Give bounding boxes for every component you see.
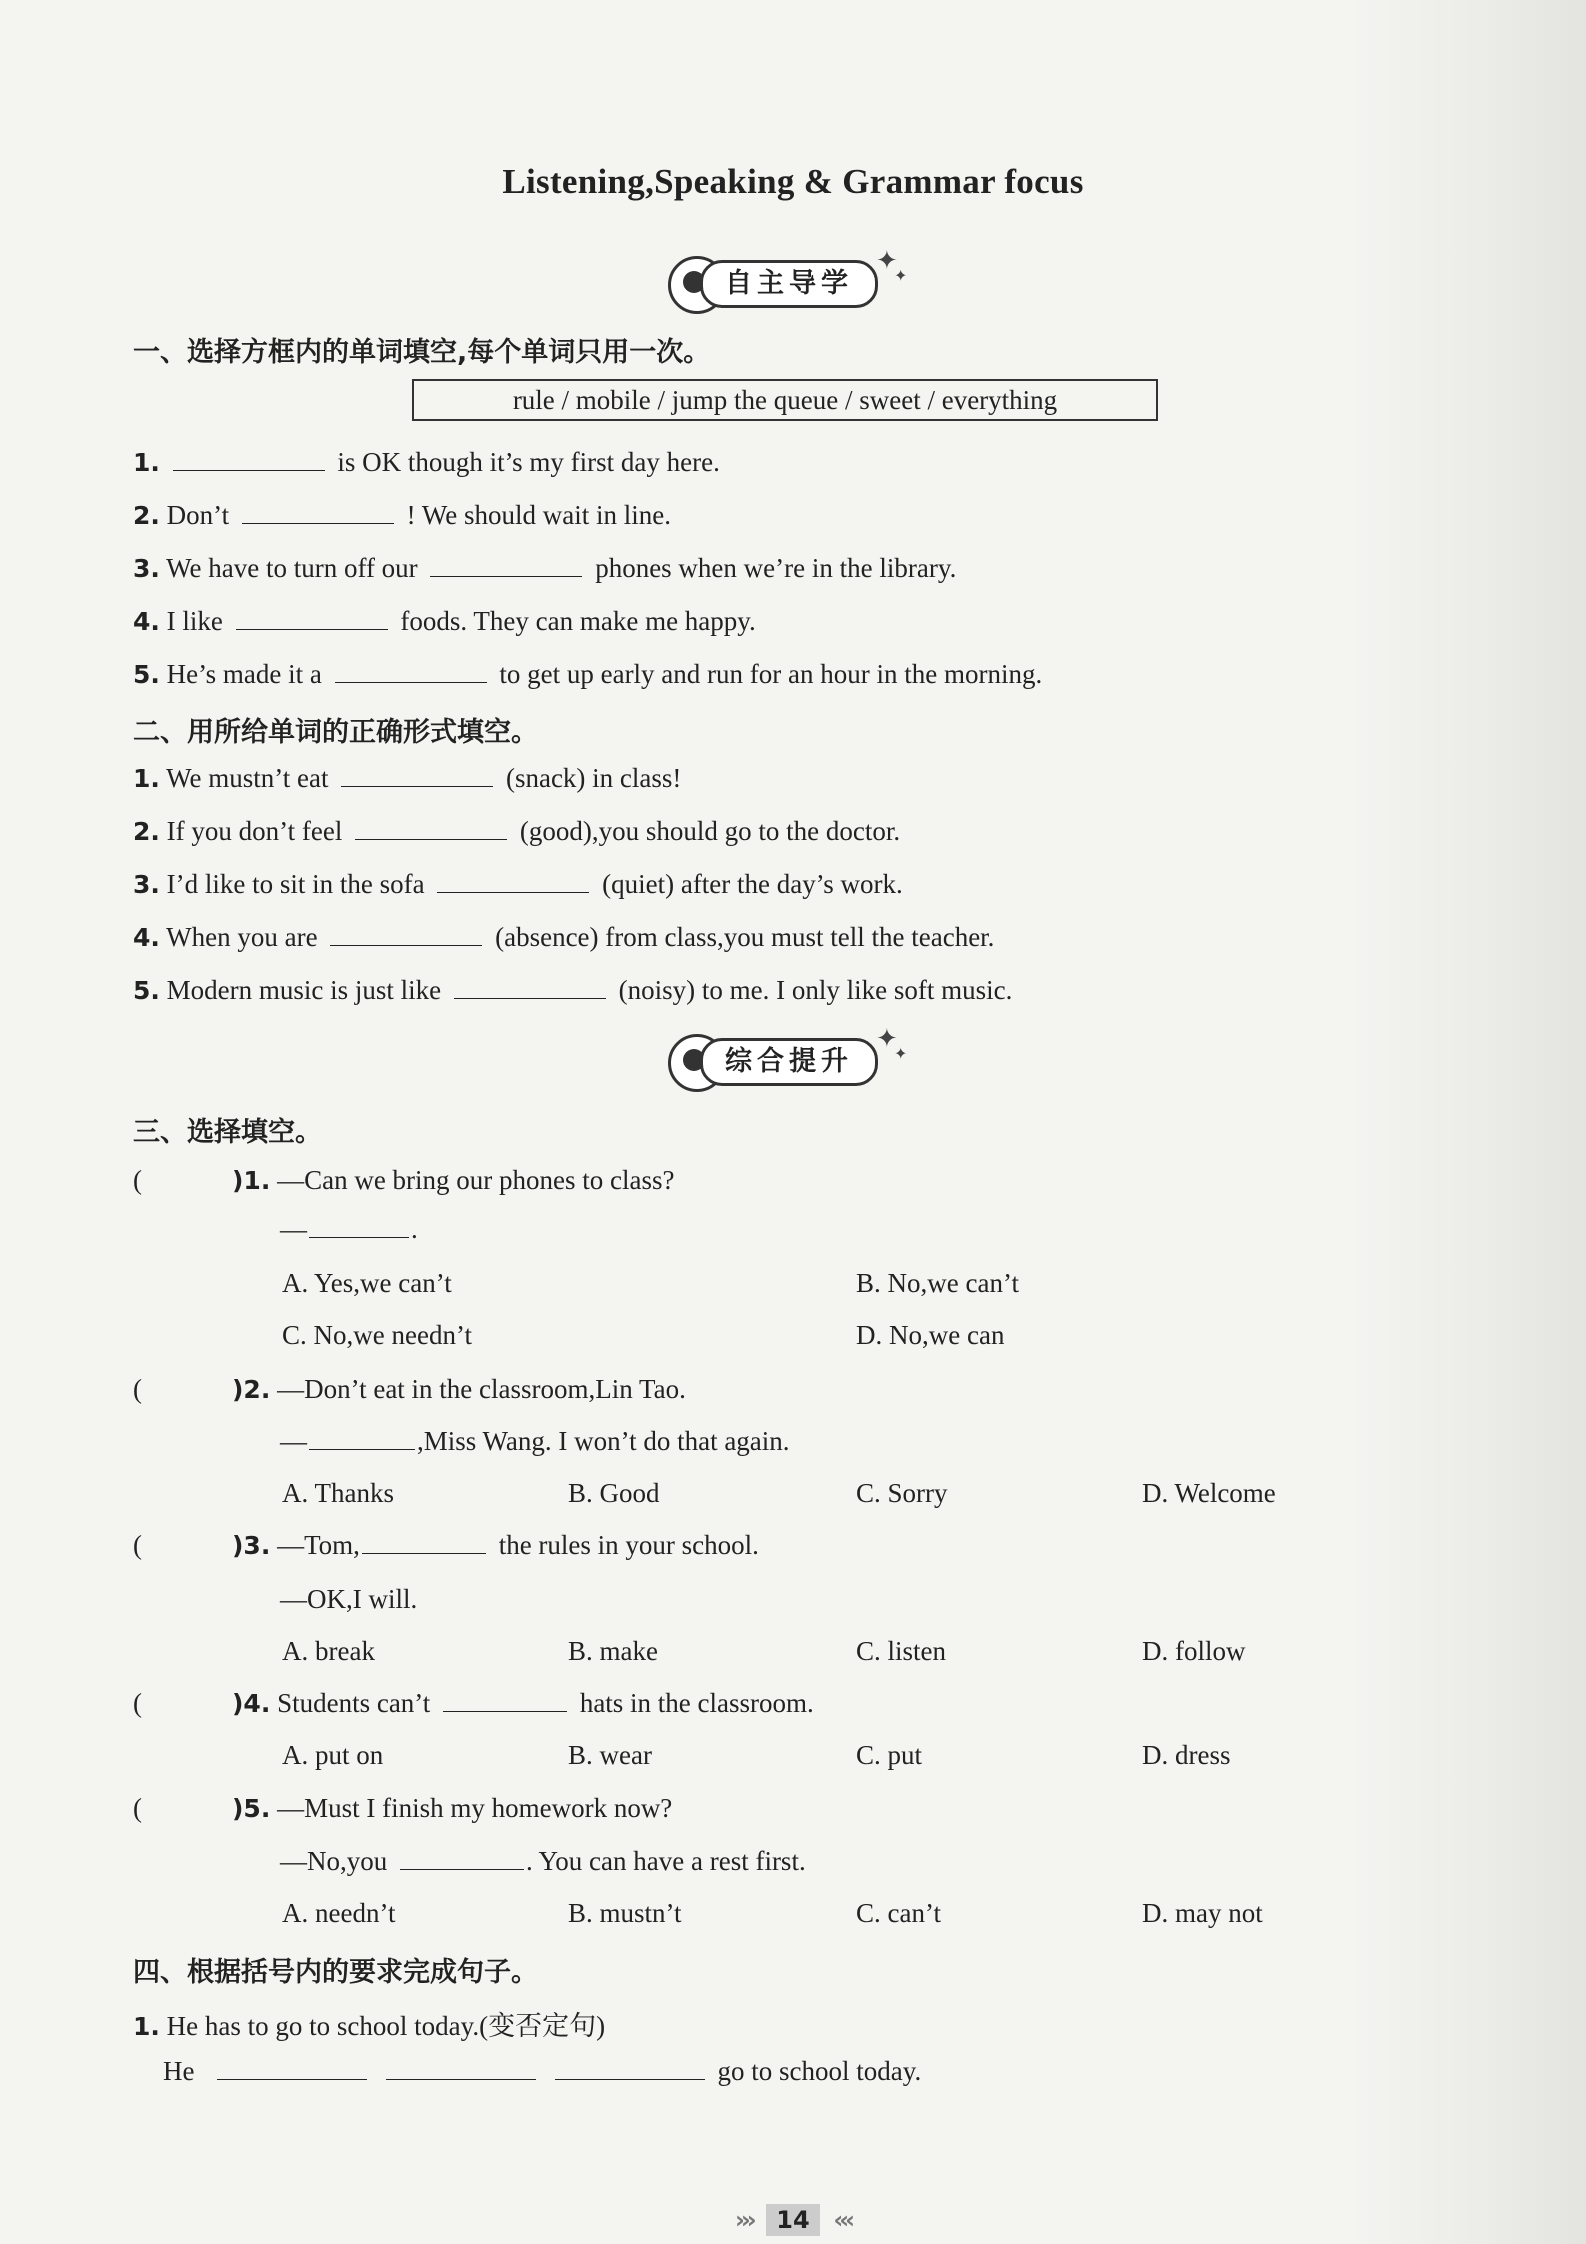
answer-blank[interactable]	[217, 2078, 367, 2080]
answer-paren[interactable]: (	[133, 1530, 142, 1560]
option-a[interactable]: A. needn’t	[282, 1898, 396, 1928]
double-chevron-left-icon: ‹‹‹	[833, 2206, 852, 2234]
section-heading-4: 四、根据括号内的要求完成句子。	[133, 1957, 538, 1988]
question-1-reply: — .	[280, 1214, 418, 1244]
option-c[interactable]: C. No,we needn’t	[282, 1320, 472, 1350]
section-heading-3: 三、选择填空。	[133, 1117, 322, 1148]
section-heading-1: 一、选择方框内的单词填空,每个单词只用一次。	[133, 337, 711, 368]
answer-blank[interactable]	[437, 891, 589, 893]
question-5-reply: —No,you . You can have a rest first.	[280, 1846, 806, 1876]
exercise-item: 2. If you don’t feel (good),you should go to the doctor.	[133, 816, 901, 846]
exercise-item: 5. He’s made it a to get up early and run for an hour in the morning.	[133, 659, 1043, 689]
star-icon: ✦	[894, 266, 908, 285]
option-a[interactable]: A. Thanks	[282, 1478, 394, 1508]
double-chevron-right-icon: ›››	[734, 2206, 753, 2234]
exercise-item: 3. I’d like to sit in the sofa (quiet) after the day’s work.	[133, 869, 903, 899]
exercise-item: 5. Modern music is just like (noisy) to me. I only like soft music.	[133, 975, 1013, 1005]
answer-blank[interactable]	[362, 1552, 486, 1554]
option-b[interactable]: B. Good	[568, 1478, 660, 1508]
question-1: )1. —Can we bring our phones to class?	[232, 1165, 675, 1195]
question-2-reply: — ,Miss Wang. I won’t do that again.	[280, 1426, 790, 1456]
answer-blank[interactable]	[555, 2078, 705, 2080]
option-d[interactable]: D. may not	[1142, 1898, 1263, 1928]
option-d[interactable]: D. dress	[1142, 1740, 1231, 1770]
page-number: 14	[766, 2204, 819, 2236]
answer-blank[interactable]	[430, 575, 582, 577]
option-a[interactable]: A. break	[282, 1636, 375, 1666]
rewrite-item: 1. He has to go to school today.(变否定句)	[133, 2011, 606, 2041]
show-through-shadow	[1346, 0, 1586, 2244]
answer-blank[interactable]	[454, 997, 606, 999]
badge-label: 综合提升	[725, 1046, 853, 1077]
option-b[interactable]: B. No,we can’t	[856, 1268, 1019, 1298]
answer-paren[interactable]: (	[133, 1688, 142, 1718]
answer-blank[interactable]	[242, 522, 394, 524]
section-heading-2: 二、用所给单词的正确形式填空。	[133, 717, 538, 748]
exercise-item: 2. Don’t ! We should wait in line.	[133, 500, 671, 530]
question-2: )2. —Don’t eat in the classroom,Lin Tao.	[232, 1374, 686, 1404]
exercise-item: 1. We mustn’t eat (snack) in class!	[133, 763, 682, 793]
answer-blank[interactable]	[330, 944, 482, 946]
star-icon: ✦	[876, 1024, 898, 1054]
answer-blank[interactable]	[309, 1448, 415, 1450]
option-a[interactable]: A. Yes,we can’t	[282, 1268, 452, 1298]
option-b[interactable]: B. mustn’t	[568, 1898, 682, 1928]
option-c[interactable]: C. Sorry	[856, 1478, 948, 1508]
exercise-item: 4. I like foods. They can make me happy.	[133, 606, 756, 636]
option-d[interactable]: D. No,we can	[856, 1320, 1005, 1350]
answer-blank[interactable]	[355, 838, 507, 840]
question-4: )4. Students can’t hats in the classroom.	[232, 1688, 814, 1718]
word-box: rule / mobile / jump the queue / sweet / everything	[412, 379, 1158, 421]
answer-blank[interactable]	[386, 2078, 536, 2080]
answer-paren[interactable]: (	[133, 1793, 142, 1823]
page-title: Listening,Speaking & Grammar focus	[502, 162, 1084, 201]
answer-blank[interactable]	[173, 469, 325, 471]
option-c[interactable]: C. put	[856, 1740, 923, 1770]
option-c[interactable]: C. can’t	[856, 1898, 941, 1928]
question-3-reply: —OK,I will.	[280, 1584, 418, 1614]
answer-blank[interactable]	[236, 628, 388, 630]
page-footer	[0, 2204, 1586, 2236]
badge-label: 自主导学	[725, 268, 853, 299]
option-d[interactable]: D. Welcome	[1142, 1478, 1276, 1508]
star-icon: ✦	[894, 1044, 908, 1063]
answer-blank[interactable]	[443, 1710, 567, 1712]
section-badge-comprehensive	[640, 1026, 910, 1088]
section-badge-self-study	[640, 248, 910, 310]
rewrite-answer-line: He go to school today.	[163, 2056, 922, 2086]
question-5: )5. —Must I finish my homework now?	[232, 1793, 673, 1823]
option-b[interactable]: B. make	[568, 1636, 658, 1666]
option-b[interactable]: B. wear	[568, 1740, 652, 1770]
answer-paren[interactable]: (	[133, 1374, 142, 1404]
answer-blank[interactable]	[335, 681, 487, 683]
star-icon: ✦	[876, 246, 898, 276]
answer-blank[interactable]	[309, 1236, 409, 1238]
answer-blank[interactable]	[400, 1868, 524, 1870]
answer-blank[interactable]	[341, 785, 493, 787]
exercise-item: 1. is OK though it’s my first day here.	[133, 447, 720, 477]
question-3: )3. —Tom, the rules in your school.	[232, 1530, 759, 1560]
exercise-item: 3. We have to turn off our phones when we’re in the library.	[133, 553, 957, 583]
option-c[interactable]: C. listen	[856, 1636, 947, 1666]
option-a[interactable]: A. put on	[282, 1740, 384, 1770]
option-d[interactable]: D. follow	[1142, 1636, 1246, 1666]
answer-paren[interactable]: (	[133, 1165, 142, 1195]
exercise-item: 4. When you are (absence) from class,you must tell the teacher.	[133, 922, 995, 952]
